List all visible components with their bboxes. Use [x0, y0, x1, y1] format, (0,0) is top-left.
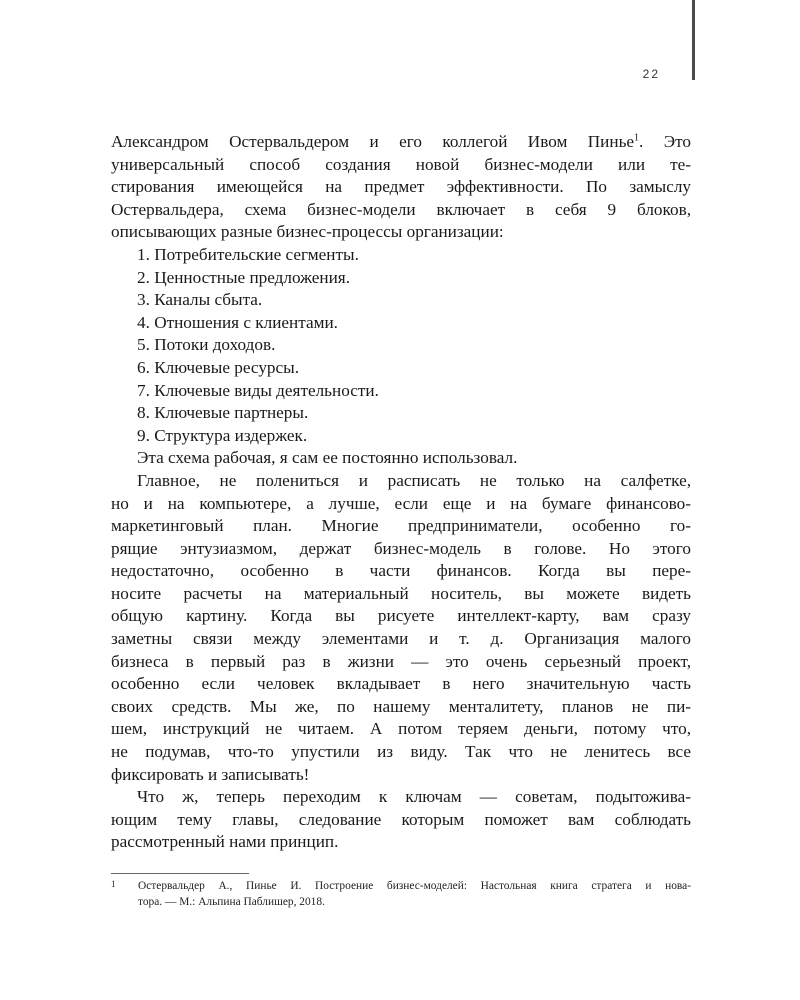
- footnote-text: [138, 878, 691, 910]
- footnote-line: Остервальдер А., Пинье И. Построение бизнес-моделей: Настольная книга стратега и нова-: [138, 880, 691, 892]
- footnote-reference[interactable]: 1: [634, 132, 640, 144]
- page-edge-rule: [692, 0, 695, 80]
- main-line: бизнеса в первый раз в жизни — это очень серьезный проект,: [111, 651, 691, 671]
- intro-line-1-tail: . Это: [639, 132, 691, 151]
- body-text: [111, 131, 691, 854]
- closing-line: Что ж, теперь переходим к ключам — советам, подытожива-: [137, 787, 691, 807]
- footnote-rule: [111, 873, 249, 874]
- footnote: [111, 878, 691, 910]
- list-item: 3. Каналы сбыта.: [137, 290, 263, 310]
- list-item: 6. Ключевые ресурсы.: [137, 357, 299, 377]
- main-line: шем, инструкций не читаем. А потом теряем деньги, потому что,: [111, 719, 691, 739]
- after-list-line: Эта схема рабочая, я сам ее постоянно использовал.: [137, 448, 518, 468]
- list-item: 1. Потребительские сегменты.: [137, 244, 359, 264]
- main-line: маркетинговый план. Многие предприниматели, особенно го-: [111, 516, 691, 536]
- main-line: не подумав, что-то упустили из виду. Так что не ленитесь все: [111, 742, 691, 762]
- business-model-blocks-list: [111, 244, 691, 447]
- list-item: 5. Потоки доходов.: [137, 335, 276, 355]
- intro-line-1: [111, 131, 691, 154]
- intro-line-2: универсальный способ создания новой бизнес-модели или те-: [111, 154, 691, 174]
- main-line: фиксировать и записывать!: [111, 764, 310, 784]
- main-line: но и на компьютере, а лучше, если еще и на бумаге финансово-: [111, 493, 691, 513]
- main-line: рящие энтузиазмом, держат бизнес-модель в голове. Но этого: [111, 538, 691, 558]
- main-line: своих средств. Мы же, по нашему менталитету, планов не пи-: [111, 696, 691, 716]
- list-item: 8. Ключевые партнеры.: [137, 403, 309, 423]
- intro-line-3: стирования имеющейся на предмет эффективности. По замыслу: [111, 177, 691, 197]
- footnote-line: тора. — М.: Альпина Паблишер, 2018.: [138, 896, 325, 908]
- list-item: 4. Отношения с клиентами.: [137, 312, 338, 332]
- main-line: носите расчеты на материальный носитель, вы можете видеть: [111, 583, 691, 603]
- intro-line-5: описывающих разные бизнес-процессы организации:: [111, 222, 504, 242]
- list-item: 2. Ценностные предложения.: [137, 267, 351, 287]
- main-line: заметны связи между элементами и т. д. Организация малого: [111, 629, 691, 649]
- list-item: 7. Ключевые виды деятельности.: [137, 380, 379, 400]
- closing-line: ющим тему главы, следование которым поможет вам соблюдать: [111, 809, 691, 829]
- main-line: общую картину. Когда вы рисуете интеллект-карту, вам сразу: [111, 606, 691, 626]
- intro-line-1-text: Александром Остервальдером и его коллегой Ивом Пинье: [111, 132, 635, 151]
- intro-line-4: Остервальдера, схема бизнес-модели включает в себя 9 блоков,: [111, 199, 691, 219]
- list-item: 9. Структура издержек.: [137, 425, 308, 445]
- main-line: недостаточно, особенно в части финансов. Когда вы пере-: [111, 561, 691, 581]
- closing-line: рассмотренный нами принцип.: [111, 832, 339, 852]
- main-line: Главное, не полениться и расписать не только на салфетке,: [137, 470, 691, 490]
- main-line: особенно если человек вкладывает в него значительную часть: [111, 674, 691, 694]
- page-number: 22: [642, 67, 660, 81]
- footnote-number: 1: [111, 879, 116, 889]
